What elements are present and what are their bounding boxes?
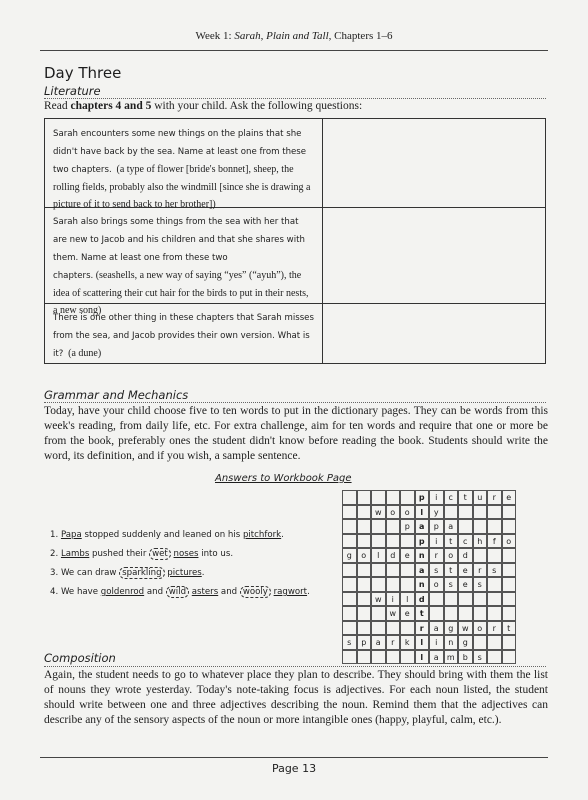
puzzle-empty-cell xyxy=(487,519,502,534)
puzzle-empty-cell xyxy=(357,490,372,505)
puzzle-empty-cell xyxy=(342,563,357,578)
puzzle-letter-cell: o xyxy=(444,548,459,563)
puzzle-letter-cell: g xyxy=(342,548,357,563)
puzzle-letter-cell: t xyxy=(415,606,430,621)
composition-heading: Composition xyxy=(44,651,116,665)
sentence-number: 3. xyxy=(50,568,61,578)
question-row xyxy=(45,119,545,208)
puzzle-empty-cell xyxy=(473,505,488,520)
circled-adjective: sparkling xyxy=(119,567,164,579)
puzzle-empty-cell xyxy=(371,563,386,578)
puzzle-letter-cell: d xyxy=(415,592,430,607)
header-rule xyxy=(40,50,548,51)
puzzle-empty-cell xyxy=(357,650,372,665)
puzzle-letter-cell: p xyxy=(400,519,415,534)
puzzle-empty-cell xyxy=(357,606,372,621)
puzzle-empty-cell xyxy=(473,635,488,650)
puzzle-letter-cell: s xyxy=(429,563,444,578)
puzzle-empty-cell xyxy=(444,592,459,607)
underlined-noun: Lambs xyxy=(60,549,90,559)
puzzle-letter-cell: r xyxy=(473,563,488,578)
circled-adjective: wooly xyxy=(240,586,271,598)
sentence-text: We have xyxy=(60,587,101,597)
literature-instruction: Read chapters 4 and 5 with your child. Ask the following questions: xyxy=(44,100,363,112)
sentence-text: pushed their xyxy=(89,549,150,559)
puzzle-letter-cell: i xyxy=(429,490,444,505)
puzzle-letter-cell: l xyxy=(415,505,430,520)
sentence-text: We can draw xyxy=(60,568,120,578)
question-answer: (a type of flower [bride's bonnet], sheep, the rolling fields, probably also the windmill [since she is drawing a picture of it to send back to her brother]) xyxy=(53,164,311,210)
puzzle-letter-cell: f xyxy=(487,534,502,549)
puzzle-letter-cell: l xyxy=(415,635,430,650)
puzzle-letter-cell: o xyxy=(429,577,444,592)
puzzle-letter-cell: w xyxy=(386,606,401,621)
puzzle-letter-cell: s xyxy=(444,577,459,592)
puzzle-empty-cell xyxy=(502,548,517,563)
puzzle-empty-cell xyxy=(400,534,415,549)
puzzle-empty-cell xyxy=(502,505,517,520)
puzzle-empty-cell xyxy=(400,650,415,665)
circled-adjective: wild xyxy=(166,586,189,598)
literature-rule xyxy=(44,98,546,99)
puzzle-empty-cell xyxy=(342,490,357,505)
puzzle-letter-cell: r xyxy=(487,621,502,636)
puzzle-empty-cell xyxy=(444,606,459,621)
question-answer: (a dune) xyxy=(68,348,102,359)
puzzle-letter-cell: i xyxy=(429,635,444,650)
puzzle-empty-cell xyxy=(357,505,372,520)
sentence-number: 2. xyxy=(50,549,61,559)
puzzle-empty-cell xyxy=(371,606,386,621)
puzzle-letter-cell: t xyxy=(502,621,517,636)
puzzle-empty-cell xyxy=(400,577,415,592)
header-book-title: Sarah, Plain and Tall, xyxy=(234,30,332,42)
underlined-noun: pictures xyxy=(167,568,202,578)
puzzle-letter-cell: o xyxy=(502,534,517,549)
underlined-noun: ragwort xyxy=(273,587,308,597)
question-answer: (seashells, a new way of saying “yes” (“ayuh”), the idea of scattering their cut hair for the birds to put in their nests, a new song) xyxy=(53,270,309,316)
puzzle-empty-cell xyxy=(487,505,502,520)
puzzle-empty-cell xyxy=(400,621,415,636)
puzzle-empty-cell xyxy=(473,606,488,621)
puzzle-letter-cell: g xyxy=(458,635,473,650)
puzzle-letter-cell: e xyxy=(502,490,517,505)
puzzle-empty-cell xyxy=(458,592,473,607)
running-header xyxy=(0,30,588,42)
puzzle-letter-cell: o xyxy=(386,505,401,520)
puzzle-empty-cell xyxy=(502,519,517,534)
puzzle-empty-cell xyxy=(371,650,386,665)
puzzle-letter-cell: k xyxy=(400,635,415,650)
puzzle-letter-cell: u xyxy=(473,490,488,505)
question-text: Sarah also brings some things from the sea with her that are new to Jacob and his children and that she shares with them. Name at least one from these two chapters. xyxy=(53,217,305,281)
workbook-sentence xyxy=(50,568,205,578)
puzzle-letter-cell: a xyxy=(371,635,386,650)
puzzle-letter-cell: w xyxy=(371,505,386,520)
puzzle-letter-cell: a xyxy=(415,563,430,578)
puzzle-empty-cell xyxy=(386,650,401,665)
puzzle-letter-cell: m xyxy=(444,650,459,665)
puzzle-empty-cell xyxy=(342,592,357,607)
day-title: Day Three xyxy=(44,64,122,82)
page-number: Page 13 xyxy=(271,762,317,775)
footer-rule xyxy=(40,757,548,758)
question-table xyxy=(44,118,546,364)
puzzle-empty-cell xyxy=(386,519,401,534)
puzzle-letter-cell: i xyxy=(429,534,444,549)
puzzle-empty-cell xyxy=(473,592,488,607)
puzzle-empty-cell xyxy=(487,577,502,592)
sentence-text: stopped suddenly and leaned on his xyxy=(81,530,243,540)
puzzle-empty-cell xyxy=(502,577,517,592)
puzzle-empty-cell xyxy=(487,635,502,650)
puzzle-letter-cell: i xyxy=(386,592,401,607)
puzzle-empty-cell xyxy=(458,606,473,621)
puzzle-empty-cell xyxy=(371,519,386,534)
puzzle-letter-cell: c xyxy=(444,490,459,505)
puzzle-letter-cell: l xyxy=(400,592,415,607)
puzzle-letter-cell: t xyxy=(444,563,459,578)
puzzle-letter-cell: a xyxy=(429,621,444,636)
puzzle-empty-cell xyxy=(429,592,444,607)
puzzle-letter-cell: r xyxy=(386,635,401,650)
composition-rule xyxy=(44,666,546,667)
puzzle-letter-cell: a xyxy=(415,519,430,534)
puzzle-letter-cell: r xyxy=(429,548,444,563)
puzzle-letter-cell: h xyxy=(473,534,488,549)
puzzle-empty-cell xyxy=(458,519,473,534)
puzzle-letter-cell: b xyxy=(458,650,473,665)
puzzle-letter-cell: o xyxy=(400,505,415,520)
puzzle-letter-cell: s xyxy=(342,635,357,650)
grammar-paragraph: Today, have your child choose five to ten words to put in the dictionary pages. They can be words from this week's reading, from daily life, etc. For extra challenge, aim for ten words and require that one or more be from the book, preferably ones the student didn't know before reading the book. Students should write the word, its definition, and if you wish, a sample sentence. xyxy=(44,405,548,462)
puzzle-letter-cell: s xyxy=(487,563,502,578)
puzzle-empty-cell xyxy=(342,577,357,592)
puzzle-letter-cell: c xyxy=(458,534,473,549)
puzzle-empty-cell xyxy=(502,592,517,607)
chapters-bold: chapters 4 and 5 xyxy=(70,100,152,112)
sentence-text: . xyxy=(201,568,205,578)
puzzle-letter-cell: t xyxy=(458,490,473,505)
sentence-text: . xyxy=(281,530,284,540)
puzzle-empty-cell xyxy=(386,534,401,549)
puzzle-empty-cell xyxy=(357,519,372,534)
puzzle-letter-cell: e xyxy=(458,563,473,578)
puzzle-letter-cell: p xyxy=(415,490,430,505)
puzzle-empty-cell xyxy=(342,519,357,534)
header-week: Week 1: xyxy=(195,30,232,42)
puzzle-letter-cell: r xyxy=(487,490,502,505)
puzzle-letter-cell: a xyxy=(429,650,444,665)
puzzle-letter-cell: p xyxy=(429,519,444,534)
composition-paragraph: Again, the student needs to go to whatever place they plan to describe. They should bring with them the list of nouns they wrote yesterday. Today's note-taking focus is adjectives. For each noun listed, the student should write between one and three adjectives describing the noun. Remind them that the adjectives can describe any of the sensory aspects of the noun or more intangible ones (happy, playful, calm, etc.). xyxy=(44,669,548,726)
puzzle-empty-cell xyxy=(342,534,357,549)
question-row xyxy=(45,303,545,363)
grammar-heading: Grammar and Mechanics xyxy=(44,388,189,402)
puzzle-letter-cell: s xyxy=(473,650,488,665)
workbook-sentence xyxy=(50,587,310,597)
puzzle-letter-cell: o xyxy=(473,621,488,636)
underlined-noun: noses xyxy=(173,549,199,559)
sentence-number: 1. xyxy=(50,530,61,540)
underlined-noun: goldenrod xyxy=(100,587,145,597)
puzzle-empty-cell xyxy=(371,621,386,636)
underlined-noun: asters xyxy=(191,587,219,597)
sentence-text: . xyxy=(307,587,310,597)
puzzle-letter-cell: p xyxy=(357,635,372,650)
puzzle-letter-cell: n xyxy=(444,635,459,650)
question-row xyxy=(45,207,545,316)
puzzle-letter-cell: w xyxy=(371,592,386,607)
sentence-text: and xyxy=(144,587,166,597)
puzzle-letter-cell: s xyxy=(473,577,488,592)
puzzle-empty-cell xyxy=(487,592,502,607)
puzzle-empty-cell xyxy=(357,577,372,592)
answers-title: Answers to Workbook Page xyxy=(215,473,352,484)
circled-adjective: wet xyxy=(149,548,171,560)
sentence-text: into us. xyxy=(198,549,234,559)
puzzle-letter-cell: e xyxy=(400,606,415,621)
underlined-noun: pitchfork xyxy=(242,530,282,540)
puzzle-empty-cell xyxy=(342,505,357,520)
puzzle-empty-cell xyxy=(357,621,372,636)
puzzle-empty-cell xyxy=(386,577,401,592)
puzzle-letter-cell: e xyxy=(400,548,415,563)
puzzle-letter-cell: t xyxy=(444,534,459,549)
puzzle-empty-cell xyxy=(487,548,502,563)
puzzle-empty-cell xyxy=(487,650,502,665)
puzzle-letter-cell: d xyxy=(386,548,401,563)
puzzle-empty-cell xyxy=(444,505,459,520)
puzzle-empty-cell xyxy=(502,650,517,665)
puzzle-empty-cell xyxy=(342,621,357,636)
underlined-noun: Papa xyxy=(60,530,82,540)
puzzle-empty-cell xyxy=(386,490,401,505)
puzzle-empty-cell xyxy=(502,563,517,578)
literature-heading: Literature xyxy=(44,84,101,98)
puzzle-empty-cell xyxy=(386,563,401,578)
puzzle-letter-cell: y xyxy=(429,505,444,520)
puzzle-empty-cell xyxy=(473,519,488,534)
workbook-sentence xyxy=(50,549,233,559)
puzzle-letter-cell: p xyxy=(415,534,430,549)
puzzle-empty-cell xyxy=(400,490,415,505)
puzzle-empty-cell xyxy=(487,606,502,621)
puzzle-empty-cell xyxy=(502,606,517,621)
grammar-rule xyxy=(44,402,546,403)
puzzle-empty-cell xyxy=(371,534,386,549)
sentence-text: and xyxy=(218,587,240,597)
puzzle-letter-cell: w xyxy=(458,621,473,636)
question-text: There is one other thing in these chapters that Sarah misses from the sea, and Jacob provides their own version. What is it? xyxy=(53,313,314,359)
puzzle-empty-cell xyxy=(342,650,357,665)
puzzle-letter-cell: l xyxy=(415,650,430,665)
puzzle-empty-cell xyxy=(400,563,415,578)
puzzle-empty-cell xyxy=(357,592,372,607)
puzzle-empty-cell xyxy=(429,606,444,621)
puzzle-empty-cell xyxy=(357,563,372,578)
puzzle-letter-cell: n xyxy=(415,548,430,563)
puzzle-empty-cell xyxy=(473,548,488,563)
puzzle-letter-cell: g xyxy=(444,621,459,636)
puzzle-letter-cell: d xyxy=(458,548,473,563)
puzzle-empty-cell xyxy=(342,606,357,621)
sentence-number: 4. xyxy=(50,587,61,597)
question-text: Sarah encounters some new things on the plains that she didn't have back by the sea. Name at least one from these two chapters. xyxy=(53,129,307,175)
puzzle-letter-cell: e xyxy=(458,577,473,592)
puzzle-letter-cell: n xyxy=(415,577,430,592)
puzzle-empty-cell xyxy=(502,635,517,650)
puzzle-empty-cell xyxy=(371,490,386,505)
header-chapters: Chapters 1–6 xyxy=(334,30,393,42)
puzzle-empty-cell xyxy=(458,505,473,520)
puzzle-empty-cell xyxy=(357,534,372,549)
puzzle-empty-cell xyxy=(371,577,386,592)
puzzle-letter-cell: r xyxy=(415,621,430,636)
puzzle-letter-cell: a xyxy=(444,519,459,534)
puzzle-letter-cell: o xyxy=(357,548,372,563)
puzzle-letter-cell: l xyxy=(371,548,386,563)
workbook-sentence xyxy=(50,530,284,540)
puzzle-empty-cell xyxy=(386,621,401,636)
